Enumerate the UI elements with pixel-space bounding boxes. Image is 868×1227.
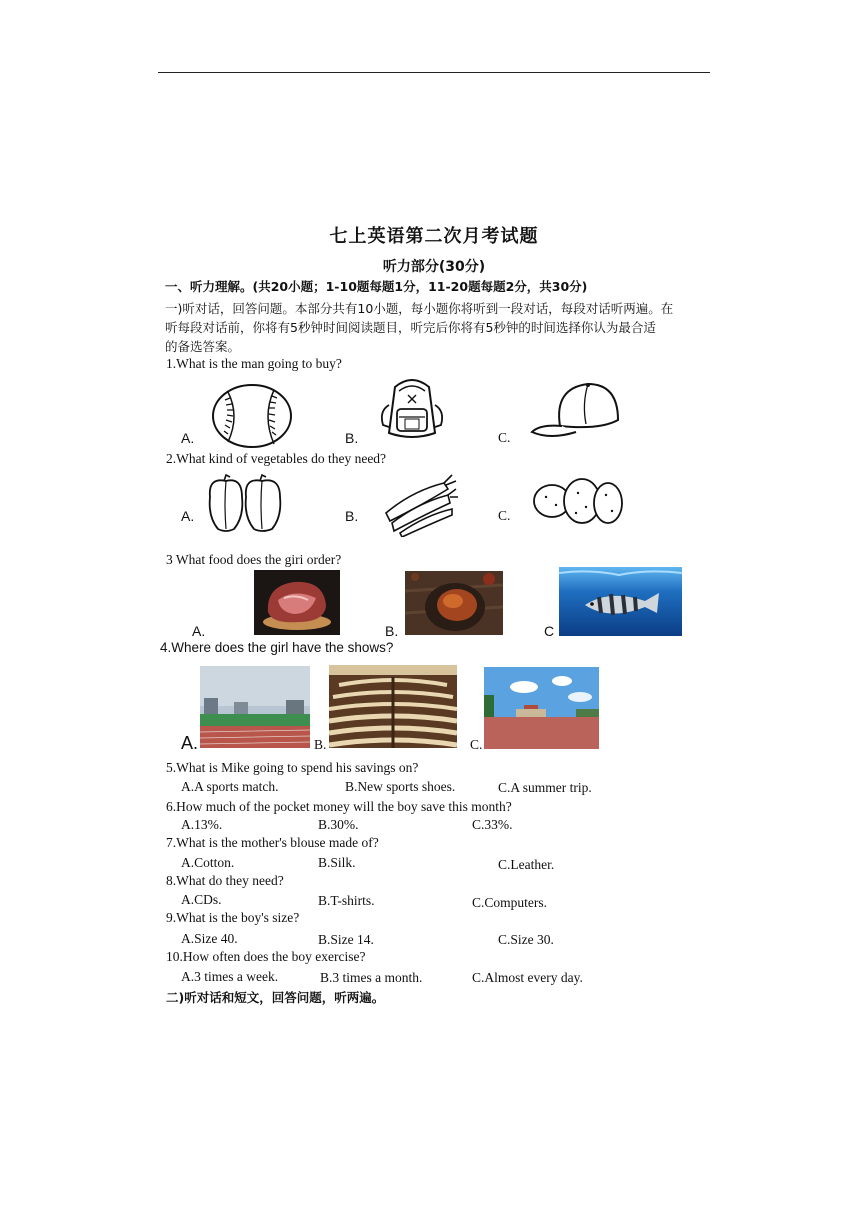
fish-photo: [559, 567, 682, 636]
section1-heading: 一、听力理解。(共20小题；1-10题每题1分，11-20题每题2分，共30分): [165, 279, 588, 294]
page-subtitle: 听力部分(30分): [382, 259, 486, 275]
q7-option-a: A.Cotton.: [181, 855, 235, 870]
question-9: 9.What is the boy's size?: [166, 910, 300, 925]
question-5: 5.What is Mike going to spend his savings on?: [166, 760, 419, 775]
question-10: 10.How often does the boy exercise?: [166, 949, 366, 964]
peppers-icon: [204, 473, 286, 533]
q5-option-c: C.A summer trip.: [498, 780, 592, 795]
hall-photo: [329, 665, 457, 748]
potatoes-icon: [532, 475, 624, 527]
q9-option-c: C.Size 30.: [498, 932, 554, 947]
question-7: 7.What is the mother's blouse made of?: [166, 835, 379, 850]
q7-option-b: B.Silk.: [318, 855, 356, 870]
question-4: 4.Where does the girl have the shows?: [160, 640, 394, 655]
page-title: 七上英语第二次月考试题: [329, 226, 539, 247]
q2-option-a: A.: [181, 508, 195, 524]
q8-option-c: C.Computers.: [472, 895, 548, 910]
q10-option-c: C.Almost every day.: [472, 970, 583, 985]
q10-option-b: B.3 times a month.: [320, 970, 423, 985]
instructions-line2: 听每段对话前，你将有5秒钟时间阅读题目，听完后你将有5秒钟的时间选择你认为最合适: [165, 320, 656, 335]
question-1: 1.What is the man going to buy?: [166, 356, 342, 371]
q8-option-b: B.T-shirts.: [318, 893, 375, 908]
q9-option-b: B.Size 14.: [318, 932, 374, 947]
beef-photo: [254, 570, 340, 635]
baseball-icon: [210, 382, 294, 450]
q4-option-b: B.: [314, 737, 327, 752]
q1-option-b: B.: [345, 430, 359, 446]
instructions-line1: 一)听对话，回答问题。本部分共有10小题，每小题你将听到一段对话，每段对话听两遍。在: [165, 301, 674, 316]
q3-option-b: B.: [385, 623, 399, 639]
q4-option-a: A.: [181, 733, 199, 753]
carrots-icon: [382, 473, 458, 537]
question-8: 8.What do they need?: [166, 873, 284, 888]
question-2: 2.What kind of vegetables do they need?: [166, 451, 387, 466]
q6-option-a: A.13%.: [181, 817, 223, 832]
stadium-photo: [200, 666, 310, 748]
question-6: 6.How much of the pocket money will the boy save this month?: [166, 799, 512, 814]
backpack-icon: [375, 375, 450, 443]
q2-option-b: B.: [345, 508, 359, 524]
q3-option-a: A.: [192, 623, 206, 639]
instructions-line3: 的备选答案。: [165, 339, 241, 354]
q5-option-b: B.New sports shoes.: [345, 779, 456, 794]
question-3: 3 What food does the giri order?: [166, 552, 342, 567]
cap-icon: [530, 380, 622, 440]
q7-option-c: C.Leather.: [498, 857, 555, 872]
q4-option-c: C.: [470, 737, 483, 752]
q6-option-c: C.33%.: [472, 817, 513, 832]
q3-option-c: C: [544, 623, 555, 639]
top-rule: [158, 72, 710, 73]
q5-option-a: A.A sports match.: [181, 779, 279, 794]
chicken-photo: [405, 571, 503, 635]
q8-option-a: A.CDs.: [181, 892, 222, 907]
q2-option-c: C.: [498, 508, 511, 523]
q9-option-a: A.Size 40.: [181, 931, 238, 946]
square-photo: [484, 667, 599, 749]
q1-option-c: C.: [498, 430, 511, 445]
q10-option-a: A.3 times a week.: [181, 969, 279, 984]
q6-option-b: B.30%.: [318, 817, 359, 832]
section2-heading: 二)听对话和短文，回答问题，听两遍。: [166, 990, 385, 1005]
q1-option-a: A.: [181, 430, 195, 446]
